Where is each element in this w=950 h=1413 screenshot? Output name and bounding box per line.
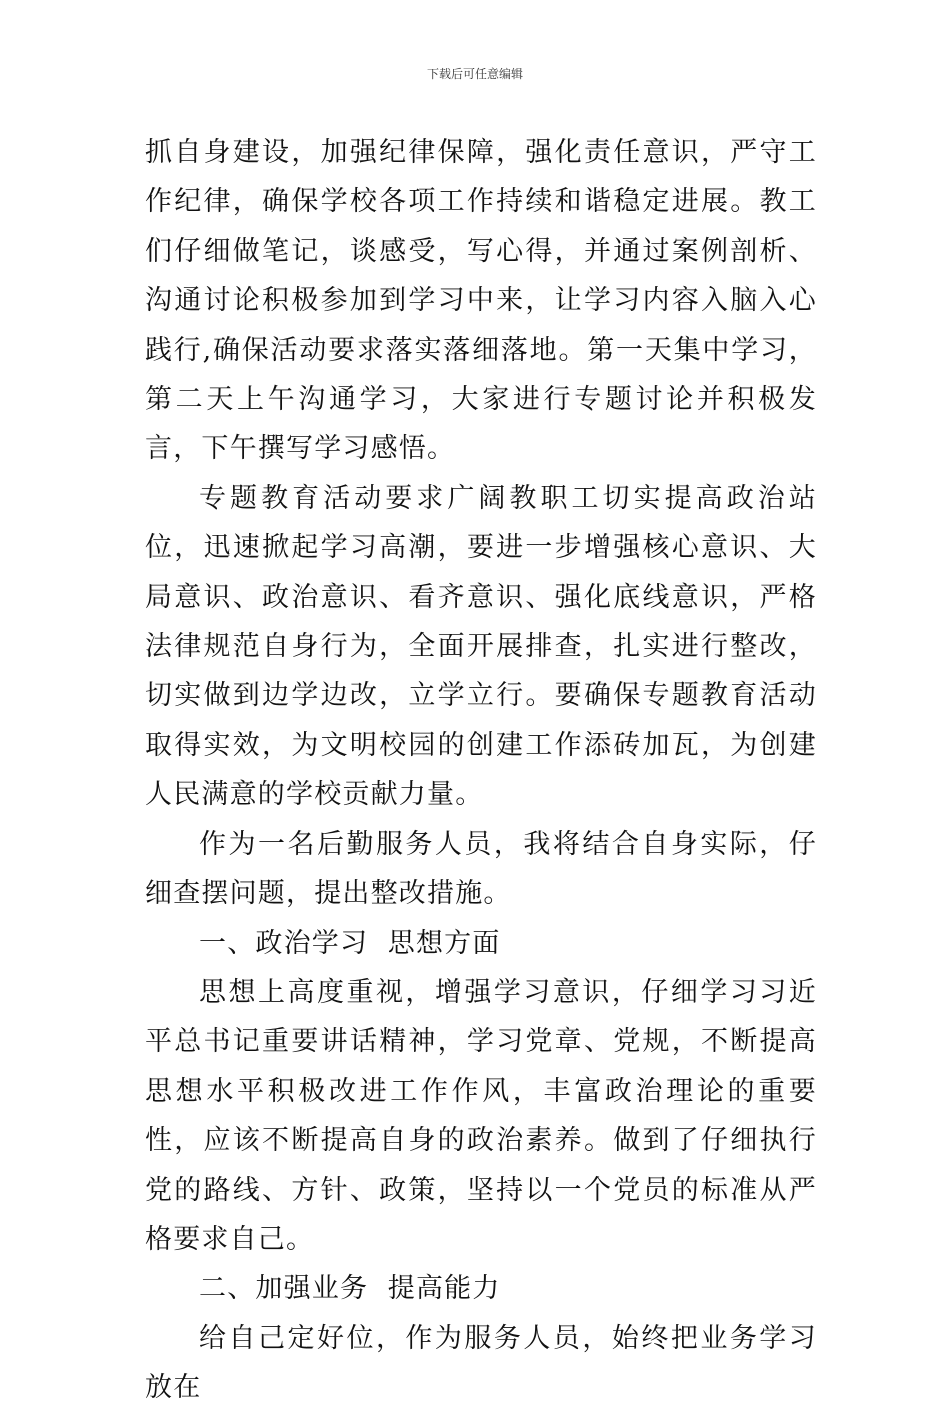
paragraph-business-ability: 给自己定好位，作为服务人员，始终把业务学习放在: [145, 1322, 817, 1404]
document-body: [145, 128, 817, 1413]
paragraph-continuation: 抓自身建设，加强纪律保障，强化责任意识，严守工作纪律，确保学校各项工作持续和谐稳定进展。教工们仔细做笔记，谈感受，写心得，并通过案例剖析、沟通讨论积极参加到学习中来，让学习内容入脑入心践行,确保活动要求落实落细落地。第一天集中学习，第二天上午沟通学习，大家进行专题讨论并积极发言，下午撰写学习感悟。: [145, 137, 817, 465]
page-header: 下载后可任意编辑: [426, 67, 523, 81]
section-heading-political-study: 一、政治学习 思想方面: [199, 927, 501, 959]
paragraph-activity-requirements: 专题教育活动要求广阔教职工切实提高政治站位，迅速掀起学习高潮，要进一步增强核心意识、大局意识、政治意识、看齐意识、强化底线意识，严格法律规范自身行为，全面开展排查，扎实进行整改，切实做到边学边改，立学立行。要确保专题教育活动取得实效，为文明校园的创建工作添砖加瓦，为创建人民满意的学校贡献力量。: [145, 482, 817, 811]
paragraph-self-review: 作为一名后勤服务人员，我将结合自身实际，仔细查摆问题，提出整改措施。: [145, 828, 817, 910]
section-heading-business-ability: 二、加强业务 提高能力: [199, 1273, 501, 1305]
paragraph-political-study: 思想上高度重视，增强学习意识，仔细学习习近平总书记重要讲话精神，学习党章、党规，不断提高思想水平积极改进工作作风，丰富政治理论的重要性，应该不断提高自身的政治素养。做到了仔细执行党的路线、方针、政策，坚持以一个党员的标准从严格要求自己。: [145, 976, 817, 1255]
